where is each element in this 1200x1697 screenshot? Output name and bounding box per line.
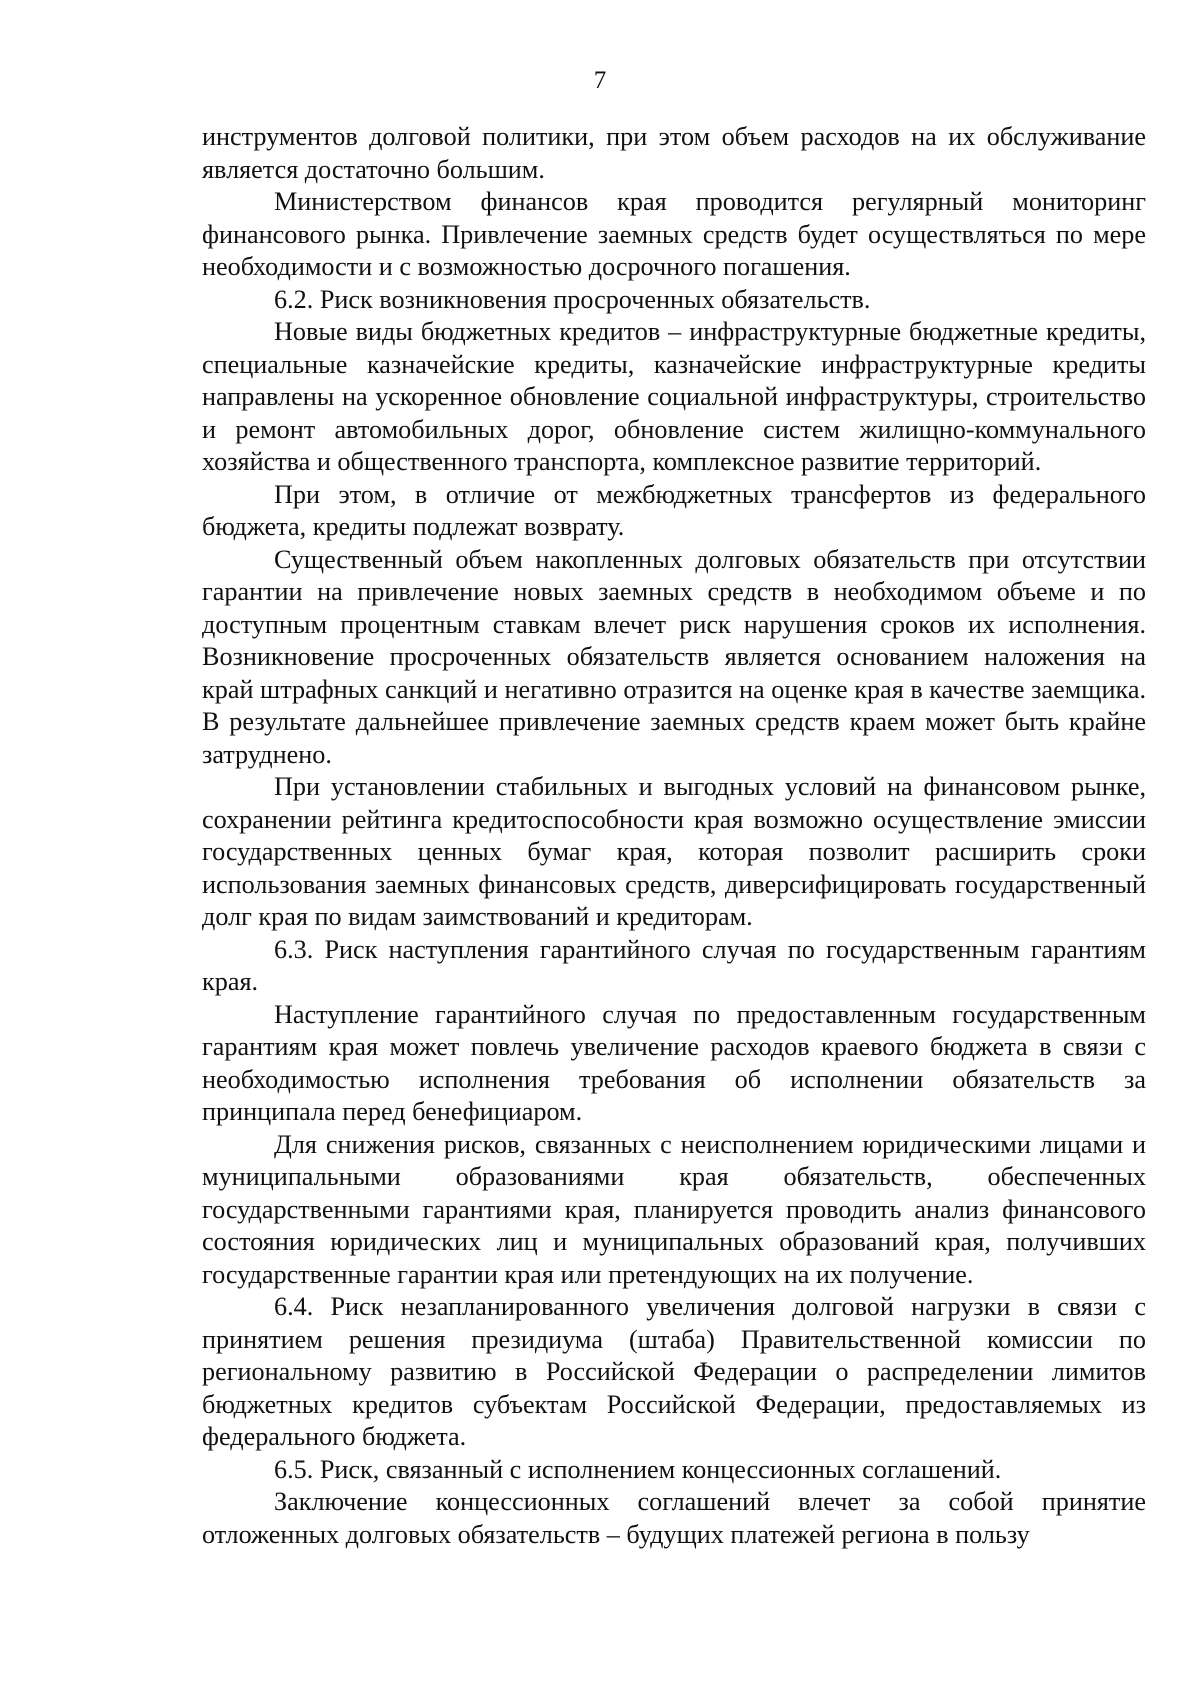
paragraph: Наступление гарантийного случая по предоставленным государственным гарантиям края может повлечь увеличение расходов краевого бюджета в связи с необходимостью исполнения требования об исполнении обязательств за принципала перед бенефициаром. (202, 999, 1146, 1126)
paragraph-continuation: инструментов долговой политики, при этом объем расходов на их обслуживание является достаточно большим. (202, 122, 1146, 184)
paragraph: Заключение концессионных соглашений влечет за собой принятие отложенных долговых обязательств – будущих платежей региона в пользу (202, 1487, 1146, 1549)
paragraph: Существенный объем накопленных долговых обязательств при отсутствии гарантии на привлечение новых заемных средств в необходимом объеме и по доступным процентным ставкам влечет риск нарушения сроков их исполнения. Возникновение просроченных обязательств является основанием наложения на край штрафных санкций и негативно отразится на оценке края в качестве заемщика. В результате дальнейшее привлечение заемных средств краем может быть крайне затруднено. (202, 544, 1146, 769)
paragraph: Министерством финансов края проводится регулярный мониторинг финансового рынка. Привлечение заемных средств будет осуществляться по мере необходимости и с возможностью досрочного погашения. (202, 187, 1146, 281)
paragraph: Новые виды бюджетных кредитов – инфраструктурные бюджетные кредиты, специальные казначейские кредиты, казначейские инфраструктурные кредиты направлены на ускоренное обновление социальной инфраструктуры, строительство и ремонт автомобильных дорог, обновление систем жилищно-коммунального хозяйства и общественного транспорта, комплексное развитие территорий. (202, 317, 1146, 476)
section-heading-6-5: 6.5. Риск, связанный с исполнением концессионных соглашений. (274, 1454, 1002, 1484)
paragraph: При этом, в отличие от межбюджетных трансфертов из федерального бюджета, кредиты подлежат возврату. (202, 479, 1146, 541)
page-number: 7 (593, 67, 607, 94)
section-heading-6-3: 6.3. Риск наступления гарантийного случая по государственным гарантиям края. (202, 934, 1146, 996)
section-heading-6-4: 6.4. Риск незапланированного увеличения долговой нагрузки в связи с принятием решения президиума (штаба) Правительственной комиссии по региональному развитию в Российской Федерации о распределении лимитов бюджетных кредитов субъектам Российской Федерации, предоставляемых из федерального бюджета. (202, 1292, 1146, 1451)
paragraph: При установлении стабильных и выгодных условий на финансовом рынке, сохранении рейтинга кредитоспособности края возможно осуществление эмиссии государственных ценных бумаг края, которая позволит расширить сроки использования заемных финансовых средств, диверсифицировать государственный долг края по видам заимствований и кредиторам. (202, 772, 1146, 931)
paragraph: Для снижения рисков, связанных с неисполнением юридическими лицами и муниципальными образованиями края обязательств, обеспеченных государственными гарантиями края, планируется проводить анализ финансового состояния юридических лиц и муниципальных образований края, получивших государственные гарантии края или претендующих на их получение. (202, 1129, 1146, 1289)
section-heading-6-2: 6.2. Риск возникновения просроченных обязательств. (274, 284, 871, 314)
document-body (202, 121, 1146, 1551)
